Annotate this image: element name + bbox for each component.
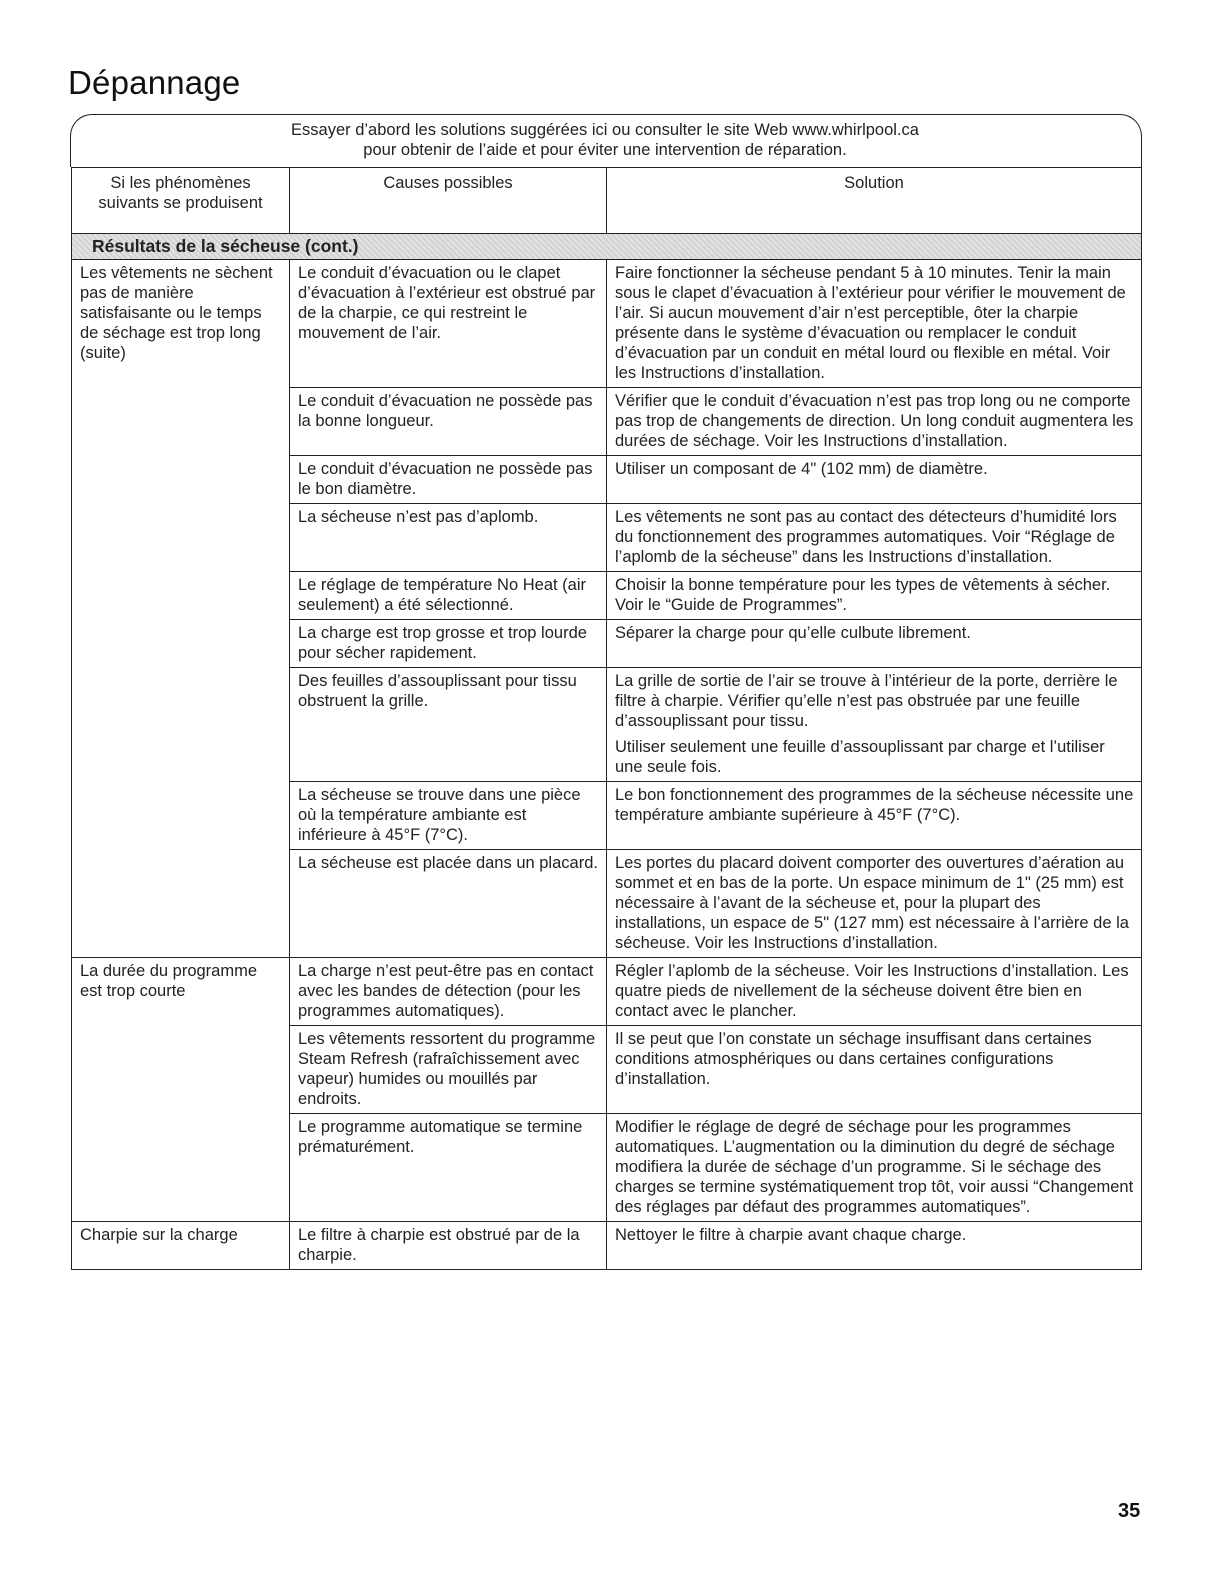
table-row bbox=[72, 1222, 1142, 1270]
page-title: Dépannage bbox=[68, 64, 241, 101]
solution-cell: Vérifier que le conduit d’évacuation n’est pas trop long ou ne comporte pas trop de changements de direction. Un long conduit augmentera les durées de séchage. Voir les Instructions d’installation. bbox=[607, 388, 1142, 456]
cause-cell: Le conduit d’évacuation ou le clapet d’évacuation à l’extérieur est obstrué par de la charpie, ce qui restreint le mouvement de l’air. bbox=[290, 260, 607, 388]
cause-cell: Le conduit d’évacuation ne possède pas la bonne longueur. bbox=[290, 388, 607, 456]
table-row bbox=[72, 958, 1142, 1026]
solution-cell: Régler l’aplomb de la sécheuse. Voir les Instructions d’installation. Les quatre pieds de nivellement de la sécheuse doivent être bien en contact avec le plancher. bbox=[607, 958, 1142, 1026]
cause-cell: La charge est trop grosse et trop lourde pour sécher rapidement. bbox=[290, 620, 607, 668]
cause-cell: Le réglage de température No Heat (air seulement) a été sélectionné. bbox=[290, 572, 607, 620]
section-row bbox=[72, 234, 1142, 260]
table-row bbox=[72, 260, 1142, 388]
table-header-row bbox=[72, 168, 1142, 234]
solution-cell: Choisir la bonne température pour les types de vêtements à sécher. Voir le “Guide de Programmes”. bbox=[607, 572, 1142, 620]
solution-cell: Il se peut que l’on constate un séchage insuffisant dans certaines conditions atmosphériques ou dans certaines configurations d’installation. bbox=[607, 1026, 1142, 1114]
page-number: 35 bbox=[1118, 1500, 1141, 1522]
header-symptom: Si les phénomènes suivants se produisent bbox=[72, 168, 290, 234]
cause-cell: Le conduit d’évacuation ne possède pas le bon diamètre. bbox=[290, 456, 607, 504]
solution-cell: Le bon fonctionnement des programmes de la sécheuse nécessite une température ambiante supérieure à 45°F (7°C). bbox=[607, 782, 1142, 850]
cause-cell: Les vêtements ressortent du programme Steam Refresh (rafraîchissement avec vapeur) humides ou mouillés par endroits. bbox=[290, 1026, 607, 1114]
cause-cell: La sécheuse n’est pas d’aplomb. bbox=[290, 504, 607, 572]
intro-line-2: pour obtenir de l’aide et pour éviter une intervention de réparation. bbox=[363, 141, 847, 159]
symptom-cell: La durée du programme est trop courte bbox=[72, 958, 290, 1222]
cause-cell: Des feuilles d’assouplissant pour tissu obstruent la grille. bbox=[290, 668, 607, 782]
header-solution: Solution bbox=[607, 168, 1142, 234]
symptom-cell: Les vêtements ne sèchent pas de manière satisfaisante ou le temps de séchage est trop long (suite) bbox=[72, 260, 290, 958]
solution-cell: Modifier le réglage de degré de séchage pour les programmes automatiques. L’augmentation ou la diminution du degré de séchage modifiera la durée de séchage d’un programme. Si le séchage des charges se termine systématiquement trop tôt, voir aussi “Changement des réglages par défaut des programmes automatiques”. bbox=[607, 1114, 1142, 1222]
solution-cell: Séparer la charge pour qu’elle culbute librement. bbox=[607, 620, 1142, 668]
intro-text bbox=[70, 120, 1140, 160]
cause-cell: Le programme automatique se termine prématurément. bbox=[290, 1114, 607, 1222]
cause-cell: La sécheuse est placée dans un placard. bbox=[290, 850, 607, 958]
solution-cell: Les portes du placard doivent comporter des ouvertures d’aération au sommet et en bas de la porte. Un espace minimum de 1" (25 mm) est nécessaire à l’avant de la sécheuse et, pour la plupart des installations, un espace de 5" (127 mm) est nécessaire à l’arrière de la sécheuse. Voir les Instructions d’installation. bbox=[607, 850, 1142, 958]
solution-paragraph: La grille de sortie de l’air se trouve à l’intérieur de la porte, derrière le filtre à charpie. Vérifier qu’elle n’est pas obstruée par une feuille d’assouplissant pour tissu. bbox=[615, 672, 1118, 730]
cause-cell: La sécheuse se trouve dans une pièce où la température ambiante est inférieure à 45°F (7°C). bbox=[290, 782, 607, 850]
symptom-cell: Charpie sur la charge bbox=[72, 1222, 290, 1270]
header-causes: Causes possibles bbox=[290, 168, 607, 234]
cause-cell: La charge n’est peut-être pas en contact avec les bandes de détection (pour les programmes automatiques). bbox=[290, 958, 607, 1026]
solution-paragraph: Utiliser seulement une feuille d’assouplissant par charge et l’utiliser une seule fois. bbox=[615, 738, 1105, 776]
solution-cell: Utiliser un composant de 4" (102 mm) de diamètre. bbox=[607, 456, 1142, 504]
section-label: Résultats de la sécheuse (cont.) bbox=[72, 234, 1142, 260]
solution-cell: Faire fonctionner la sécheuse pendant 5 à 10 minutes. Tenir la main sous le clapet d’évacuation à l’extérieur pour vérifier le mouvement de l’air. Si aucun mouvement d’air n’est perceptible, ôter la charpie présente dans le système d’évacuation ou remplacer le conduit d’évacuation par un conduit en métal lourd ou flexible en métal. Voir les Instructions d’installation. bbox=[607, 260, 1142, 388]
solution-cell: Nettoyer le filtre à charpie avant chaque charge. bbox=[607, 1222, 1142, 1270]
solution-cell: Les vêtements ne sont pas au contact des détecteurs d’humidité lors du fonctionnement des programmes automatiques. Voir “Réglage de l’aplomb de la sécheuse” dans les Instructions d’installation. bbox=[607, 504, 1142, 572]
troubleshooting-table bbox=[71, 167, 1142, 1270]
cause-cell: Le filtre à charpie est obstrué par de la charpie. bbox=[290, 1222, 607, 1270]
intro-line-1: Essayer d’abord les solutions suggérées ici ou consulter le site Web www.whirlpool.ca bbox=[291, 121, 919, 139]
solution-cell bbox=[607, 668, 1142, 782]
